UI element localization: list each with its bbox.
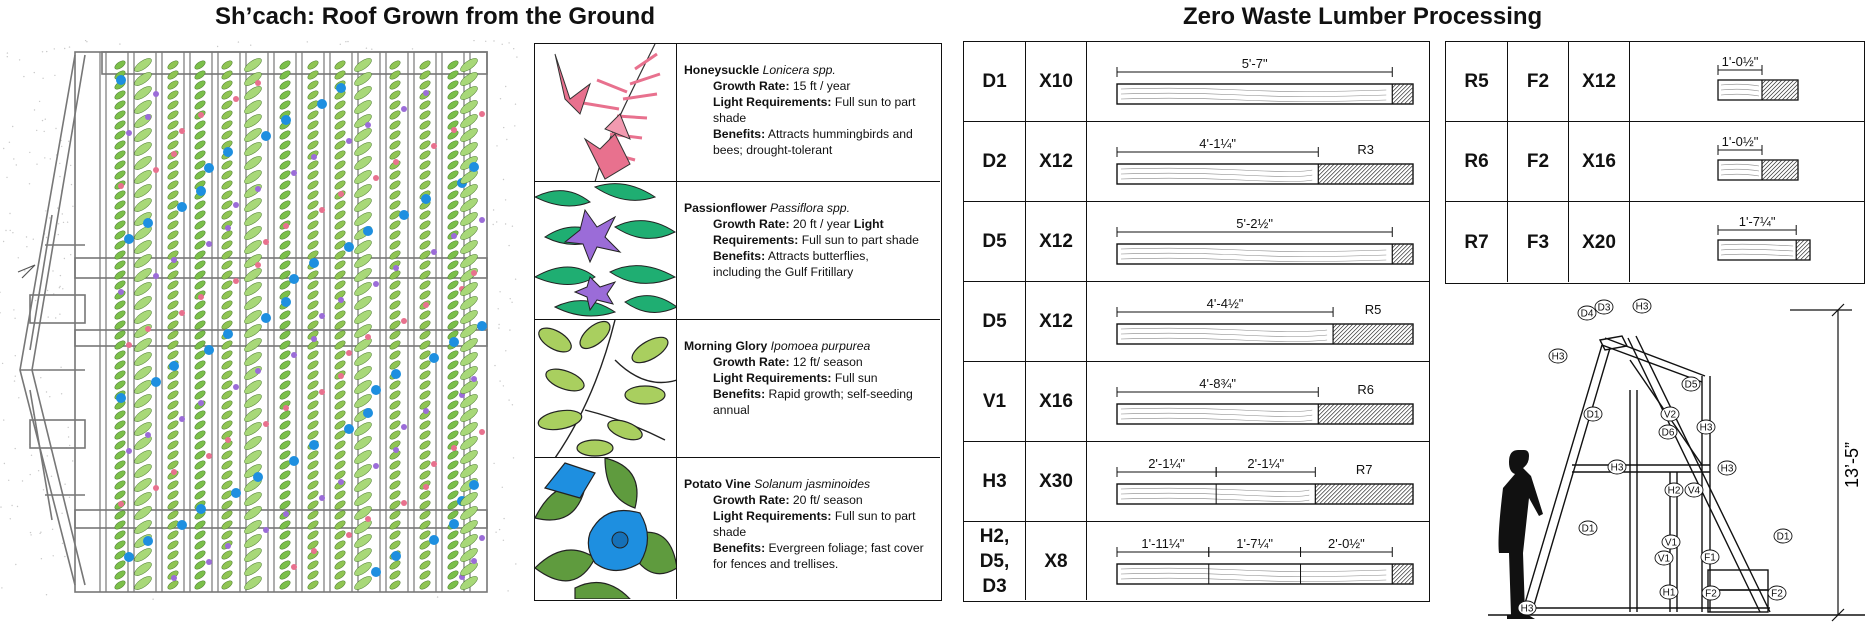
remnant-id-text: R6 [1464,151,1489,172]
honeysuckle-text [684,62,936,158]
piece-qty [1026,282,1087,361]
label: Light Requirements: [713,95,832,109]
piece-id [964,362,1026,441]
remnant-id [1446,42,1508,121]
vines [113,56,487,592]
piece-qty-text: X12 [1039,311,1073,332]
morning-glory-image [535,320,677,457]
remnant-from-text: F2 [1526,71,1550,92]
piece-qty [1026,442,1087,521]
part-label: V1 [1664,537,1678,549]
dimension-label: 1'-11¼" [1141,536,1185,551]
piece-qty [1026,202,1087,281]
remnant-id-text: R5 [1464,71,1489,92]
part-label: H3 [1610,462,1624,474]
lumber-row [964,282,1429,362]
piece-qty [1026,362,1087,441]
part-label: D1 [1581,523,1595,535]
piece-qty [1026,122,1087,201]
remnant-id [1446,202,1508,282]
lumber-row [964,202,1429,282]
dimension-label: 2'-0½" [1328,536,1365,551]
value: 15 ft / year [789,79,851,93]
piece-qty-text: X16 [1039,391,1073,412]
piece-id-text: H2, D5, D3 [979,525,1010,597]
part-label: D6 [1661,427,1675,439]
potato-vine-text [684,476,936,572]
piece-id-text: D2 [982,151,1007,172]
plant-name: Honeysuckle [684,63,760,77]
piece-qty [1026,522,1087,600]
piece-id [964,522,1026,600]
value: shade [713,111,747,125]
part-labels [1518,299,1792,615]
dimension-label: 2'-1¼" [1247,456,1285,471]
part-label: H2 [1667,485,1681,497]
plant-latin: Solanum jasminoides [754,477,871,491]
piece-id-text: D1 [982,71,1007,92]
value: bees; drought-tolerant [713,143,833,157]
remnant-row [1446,122,1864,202]
remnant-id [1446,122,1508,201]
value: Evergreen foliage; fast cover [765,541,924,555]
remnant-qty-text: X20 [1582,231,1616,253]
lumber-board-diagram [1087,42,1427,122]
part-label: D3 [1597,302,1611,314]
height-label: 13’-5” [1842,441,1862,489]
lumber-row [964,522,1429,600]
dimension-label: 4'-4½" [1206,296,1244,311]
part-label: V4 [1687,485,1701,497]
plant-name: Morning Glory [684,339,768,353]
part-label: H3 [1551,351,1565,363]
piece-qty-text: X8 [1044,550,1068,572]
remnant-qty [1569,122,1630,201]
remnant-label: R3 [1357,142,1374,157]
remnant-dimension-label: 1'-0½" [1721,134,1759,149]
dimension-label: 5'-2½" [1236,216,1274,231]
piece-id-text: D5 [982,231,1007,252]
remnant-qty-text: X16 [1582,151,1616,172]
dimension-label: 2'-1¼" [1148,456,1185,471]
value: Full sun to part shade [798,233,919,247]
remnant-label: R5 [1364,302,1382,317]
dimension-label: 4'-1¼" [1199,136,1237,151]
plant-latin: Ipomoea purpurea [770,339,871,353]
lumber-row [964,122,1429,202]
remnant-table [1445,41,1865,284]
label: Growth Rate: [713,217,790,231]
remnant-board-diagram [1632,42,1862,122]
lumber-board-diagram [1087,522,1427,602]
honeysuckle-image [535,44,677,181]
dimension-label: 1'-7¼" [1236,536,1274,551]
plant-name: Potato Vine [684,477,751,491]
piece-qty-text: X10 [1039,71,1073,92]
piece-id [964,442,1026,521]
ground-stipple [0,40,518,600]
label: Light Requirements: [713,509,832,523]
part-label: D1 [1776,531,1790,543]
piece-qty-text: X30 [1039,471,1073,492]
remnant-board-diagram [1632,202,1862,282]
remnant-from-text: F2 [1526,151,1550,172]
remnant-qty-text: X12 [1582,71,1616,92]
label: Light Requirements: [713,371,832,385]
lumber-table [963,41,1430,602]
part-label: H3 [1699,422,1713,434]
lumber-board-diagram [1087,442,1427,522]
plant-row-morning-glory [535,320,940,458]
plant-name: Passionflower [684,201,767,215]
piece-id-text: D5 [982,311,1007,332]
remnant-label: R6 [1357,382,1374,397]
plant-row-passionflower [535,182,940,320]
label: Growth Rate: [713,493,790,507]
part-label: F1 [1704,552,1716,564]
part-label: H1 [1662,587,1676,599]
dimension-label: 5'-7" [1241,56,1268,71]
plant-latin: Lonicera spp. [762,63,836,77]
remnant-dimension-label: 1'-0½" [1721,54,1759,69]
piece-qty-text: X12 [1039,151,1073,172]
value: Full sun to part [831,95,916,109]
plant-row-potato-vine [535,458,940,599]
remnant-from [1508,202,1569,282]
remnant-from [1508,42,1569,121]
part-label: H3 [1520,603,1534,615]
part-label: F2 [1771,588,1783,600]
lumber-board-diagram [1087,202,1427,282]
remnant-from [1508,122,1569,201]
morning-glory-text [684,338,936,418]
plant-latin: Passiflora spp. [770,201,850,215]
section-drawing [1480,290,1870,630]
label: Benefits: [713,127,766,141]
value: Attracts butterflies, [765,249,869,263]
human-figure [1499,450,1544,619]
lumber-row [964,362,1429,442]
value: 20 ft/ season [789,493,863,507]
lumber-board-diagram [1087,282,1427,362]
part-label: F2 [1705,588,1717,600]
label: Benefits: [713,249,766,263]
piece-id [964,202,1026,281]
right-title: Zero Waste Lumber Processing [1183,3,1543,30]
part-label: H3 [1720,463,1734,475]
passionflower-image [535,182,677,319]
lumber-row [964,442,1429,522]
lumber-board-diagram [1087,122,1427,202]
remnant-board-diagram [1632,122,1862,202]
value: Rapid growth; self-seeding [765,387,913,401]
value: for fences and trellises. [713,557,839,571]
label: Benefits: [713,541,766,555]
piece-id-text: V1 [982,391,1007,412]
remnant-label: R7 [1355,462,1373,477]
part-label: H3 [1635,301,1649,313]
remnant-row [1446,202,1864,282]
remnant-qty [1569,42,1630,121]
dimension-label: 4'-8¾" [1199,376,1237,391]
lumber-row [964,42,1429,122]
value: Full sun to part [831,509,916,523]
plant-row-honeysuckle [535,44,940,182]
label: Light [853,217,884,231]
roof-illustration [0,40,530,610]
label: Requirements: [713,233,799,247]
value: Full sun [831,371,878,385]
remnant-row [1446,42,1864,122]
part-label: D1 [1586,409,1600,421]
value: including the Gulf Fritillary [713,265,854,279]
piece-qty-text: X12 [1039,231,1073,252]
value: 12 ft/ season [789,355,863,369]
piece-id [964,42,1026,121]
arrow-icon [18,265,35,278]
remnant-from-text: F3 [1526,231,1550,253]
passionflower-text [684,200,936,280]
label: Benefits: [713,387,766,401]
plant-table [534,43,942,601]
value: shade [713,525,747,539]
lumber-board-diagram [1087,362,1427,442]
part-label: D5 [1684,379,1698,391]
remnant-id-text: R7 [1464,231,1489,253]
piece-id-text: H3 [982,471,1007,492]
value: 20 ft / year [789,217,854,231]
part-label: D4 [1580,308,1594,320]
label: Growth Rate: [713,79,790,93]
part-label: V1 [1657,553,1671,565]
value: Attracts hummingbirds and [765,127,913,141]
remnant-qty [1569,202,1630,282]
remnant-dimension-label: 1'-7¼" [1738,214,1776,229]
piece-id [964,282,1026,361]
potato-vine-image [535,458,677,599]
label: Growth Rate: [713,355,790,369]
piece-id [964,122,1026,201]
left-title: Sh’cach: Roof Grown from the Ground [215,3,655,30]
value: annual [713,403,750,417]
piece-qty [1026,42,1087,121]
part-label: V2 [1663,409,1677,421]
